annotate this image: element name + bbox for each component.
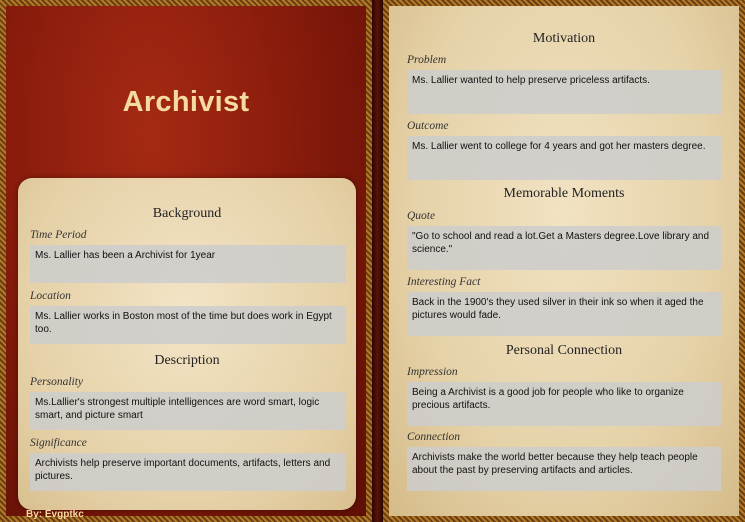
right-page	[383, 0, 745, 522]
location-text: Ms. Lallier works in Boston most of the time but does work in Egypt too.	[30, 306, 346, 344]
location-label: Location	[30, 290, 71, 302]
author-credit: By: Evgptkc	[26, 509, 84, 520]
significance-label: Significance	[30, 437, 87, 449]
significance-text: Archivists help preserve important documents, artifacts, letters and pictures.	[30, 453, 346, 491]
personality-text: Ms.Lallier's strongest multiple intelligences are word smart, logic smart, and picture smart	[30, 392, 346, 430]
connection-label: Connection	[407, 431, 461, 443]
outcome-label: Outcome	[407, 120, 449, 132]
interesting-fact-text: Back in the 1900's they used silver in their ink so when it aged the pictures would fade.	[407, 292, 721, 336]
description-heading: Description	[154, 353, 220, 368]
impression-label: Impression	[407, 366, 458, 378]
background-heading: Background	[152, 206, 222, 221]
left-page-cover	[6, 6, 366, 516]
personal-connection-heading: Personal Connection	[505, 343, 623, 358]
connection-text: Archivists make the world better because they help teach people about the past by preserving artifacts and articles.	[407, 447, 721, 491]
personality-label: Personality	[30, 376, 84, 388]
left-page	[0, 0, 372, 522]
right-page-parchment	[389, 6, 739, 516]
memorable-moments-heading: Memorable Moments	[503, 186, 625, 201]
motivation-heading: Motivation	[532, 31, 596, 46]
impression-text: Being a Archivist is a good job for people who like to organize precious artifacts.	[407, 382, 721, 426]
problem-label: Problem	[407, 54, 447, 66]
quote-text: "Go to school and read a lot.Get a Masters degree.Love library and science."	[407, 226, 721, 270]
background-card	[18, 178, 356, 510]
quote-label: Quote	[407, 210, 436, 222]
page-title: Archivist	[122, 86, 250, 118]
outcome-text: Ms. Lallier went to college for 4 years and got her masters degree.	[407, 136, 721, 180]
time-period-label: Time Period	[30, 229, 87, 241]
book-spine	[372, 0, 383, 522]
problem-text: Ms. Lallier wanted to help preserve priceless artifacts.	[407, 70, 721, 114]
time-period-text: Ms. Lallier has been a Archivist for 1year	[30, 245, 346, 283]
interesting-fact-label: Interesting Fact	[407, 276, 481, 288]
